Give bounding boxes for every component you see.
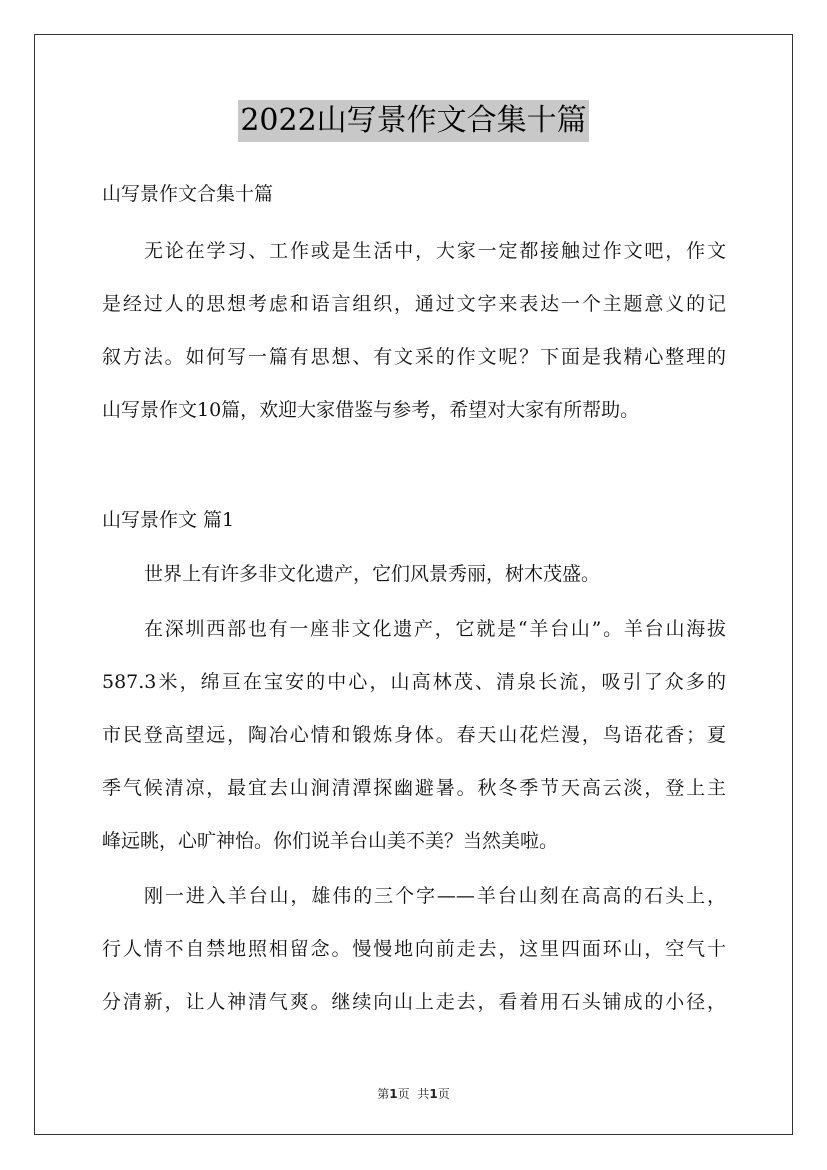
intro-line-1: 无论在学习、工作或是生活中，大家一定都接触过作文吧，作文 <box>144 240 726 262</box>
intro-line-2: 是经过人的思想考虑和语言组织，通过文字来表达一个主题意义的记 <box>102 293 726 315</box>
page-prefix: 第 <box>377 1087 390 1101</box>
paragraph-1: 世界上有许多非文化遗产，它们风景秀丽，树木茂盛。 <box>144 563 601 585</box>
title-container <box>0 100 827 142</box>
total-pages: 1 <box>429 1087 438 1101</box>
page-suffix: 页 <box>397 1087 410 1101</box>
paragraph-2-line-2: 587.3米，绵亘在宝安的中心，山高林茂、清泉长流，吸引了众多的 <box>102 671 726 693</box>
total-prefix: 共 <box>417 1087 430 1101</box>
paragraph-2-line-1: 在深圳西部也有一座非文化遗产，它就是“羊台山”。羊台山海拔 <box>144 618 726 640</box>
paragraph-3-line-1: 刚一进入羊台山，雄伟的三个字——羊台山刻在高高的石头上， <box>144 885 726 907</box>
paragraph-3-line-2: 行人情不自禁地照相留念。慢慢地向前走去，这里四面环山，空气十 <box>102 938 726 960</box>
subheading: 山写景作文合集十篇 <box>102 183 274 205</box>
intro-line-4: 山写景作文10篇，欢迎大家借鉴与参考，希望对大家有所帮助。 <box>102 399 640 421</box>
paragraph-3-line-3: 分清新，让人神清气爽。继续向山上走去，看着用石头铺成的小径， <box>102 991 726 1013</box>
page-number: 1 <box>389 1087 398 1101</box>
page-footer <box>0 1085 827 1102</box>
intro-line-3: 叙方法。如何写一篇有思想、有文采的作文呢？下面是我精心整理的 <box>102 346 726 368</box>
paragraph-2-line-4: 季气候清凉，最宜去山涧清潭探幽避暑。秋冬季节天高云淡，登上主 <box>102 777 726 799</box>
paragraph-2-line-5: 峰远眺，心旷神怡。你们说羊台山美不美？当然美啦。 <box>102 830 559 852</box>
section-heading: 山写景作文 篇1 <box>102 509 235 531</box>
total-suffix: 页 <box>437 1087 450 1101</box>
document-title: 2022山写景作文合集十篇 <box>238 100 588 142</box>
paragraph-2-line-3: 市民登高望远，陶冶心情和锻炼身体。春天山花烂漫，鸟语花香；夏 <box>102 724 726 746</box>
